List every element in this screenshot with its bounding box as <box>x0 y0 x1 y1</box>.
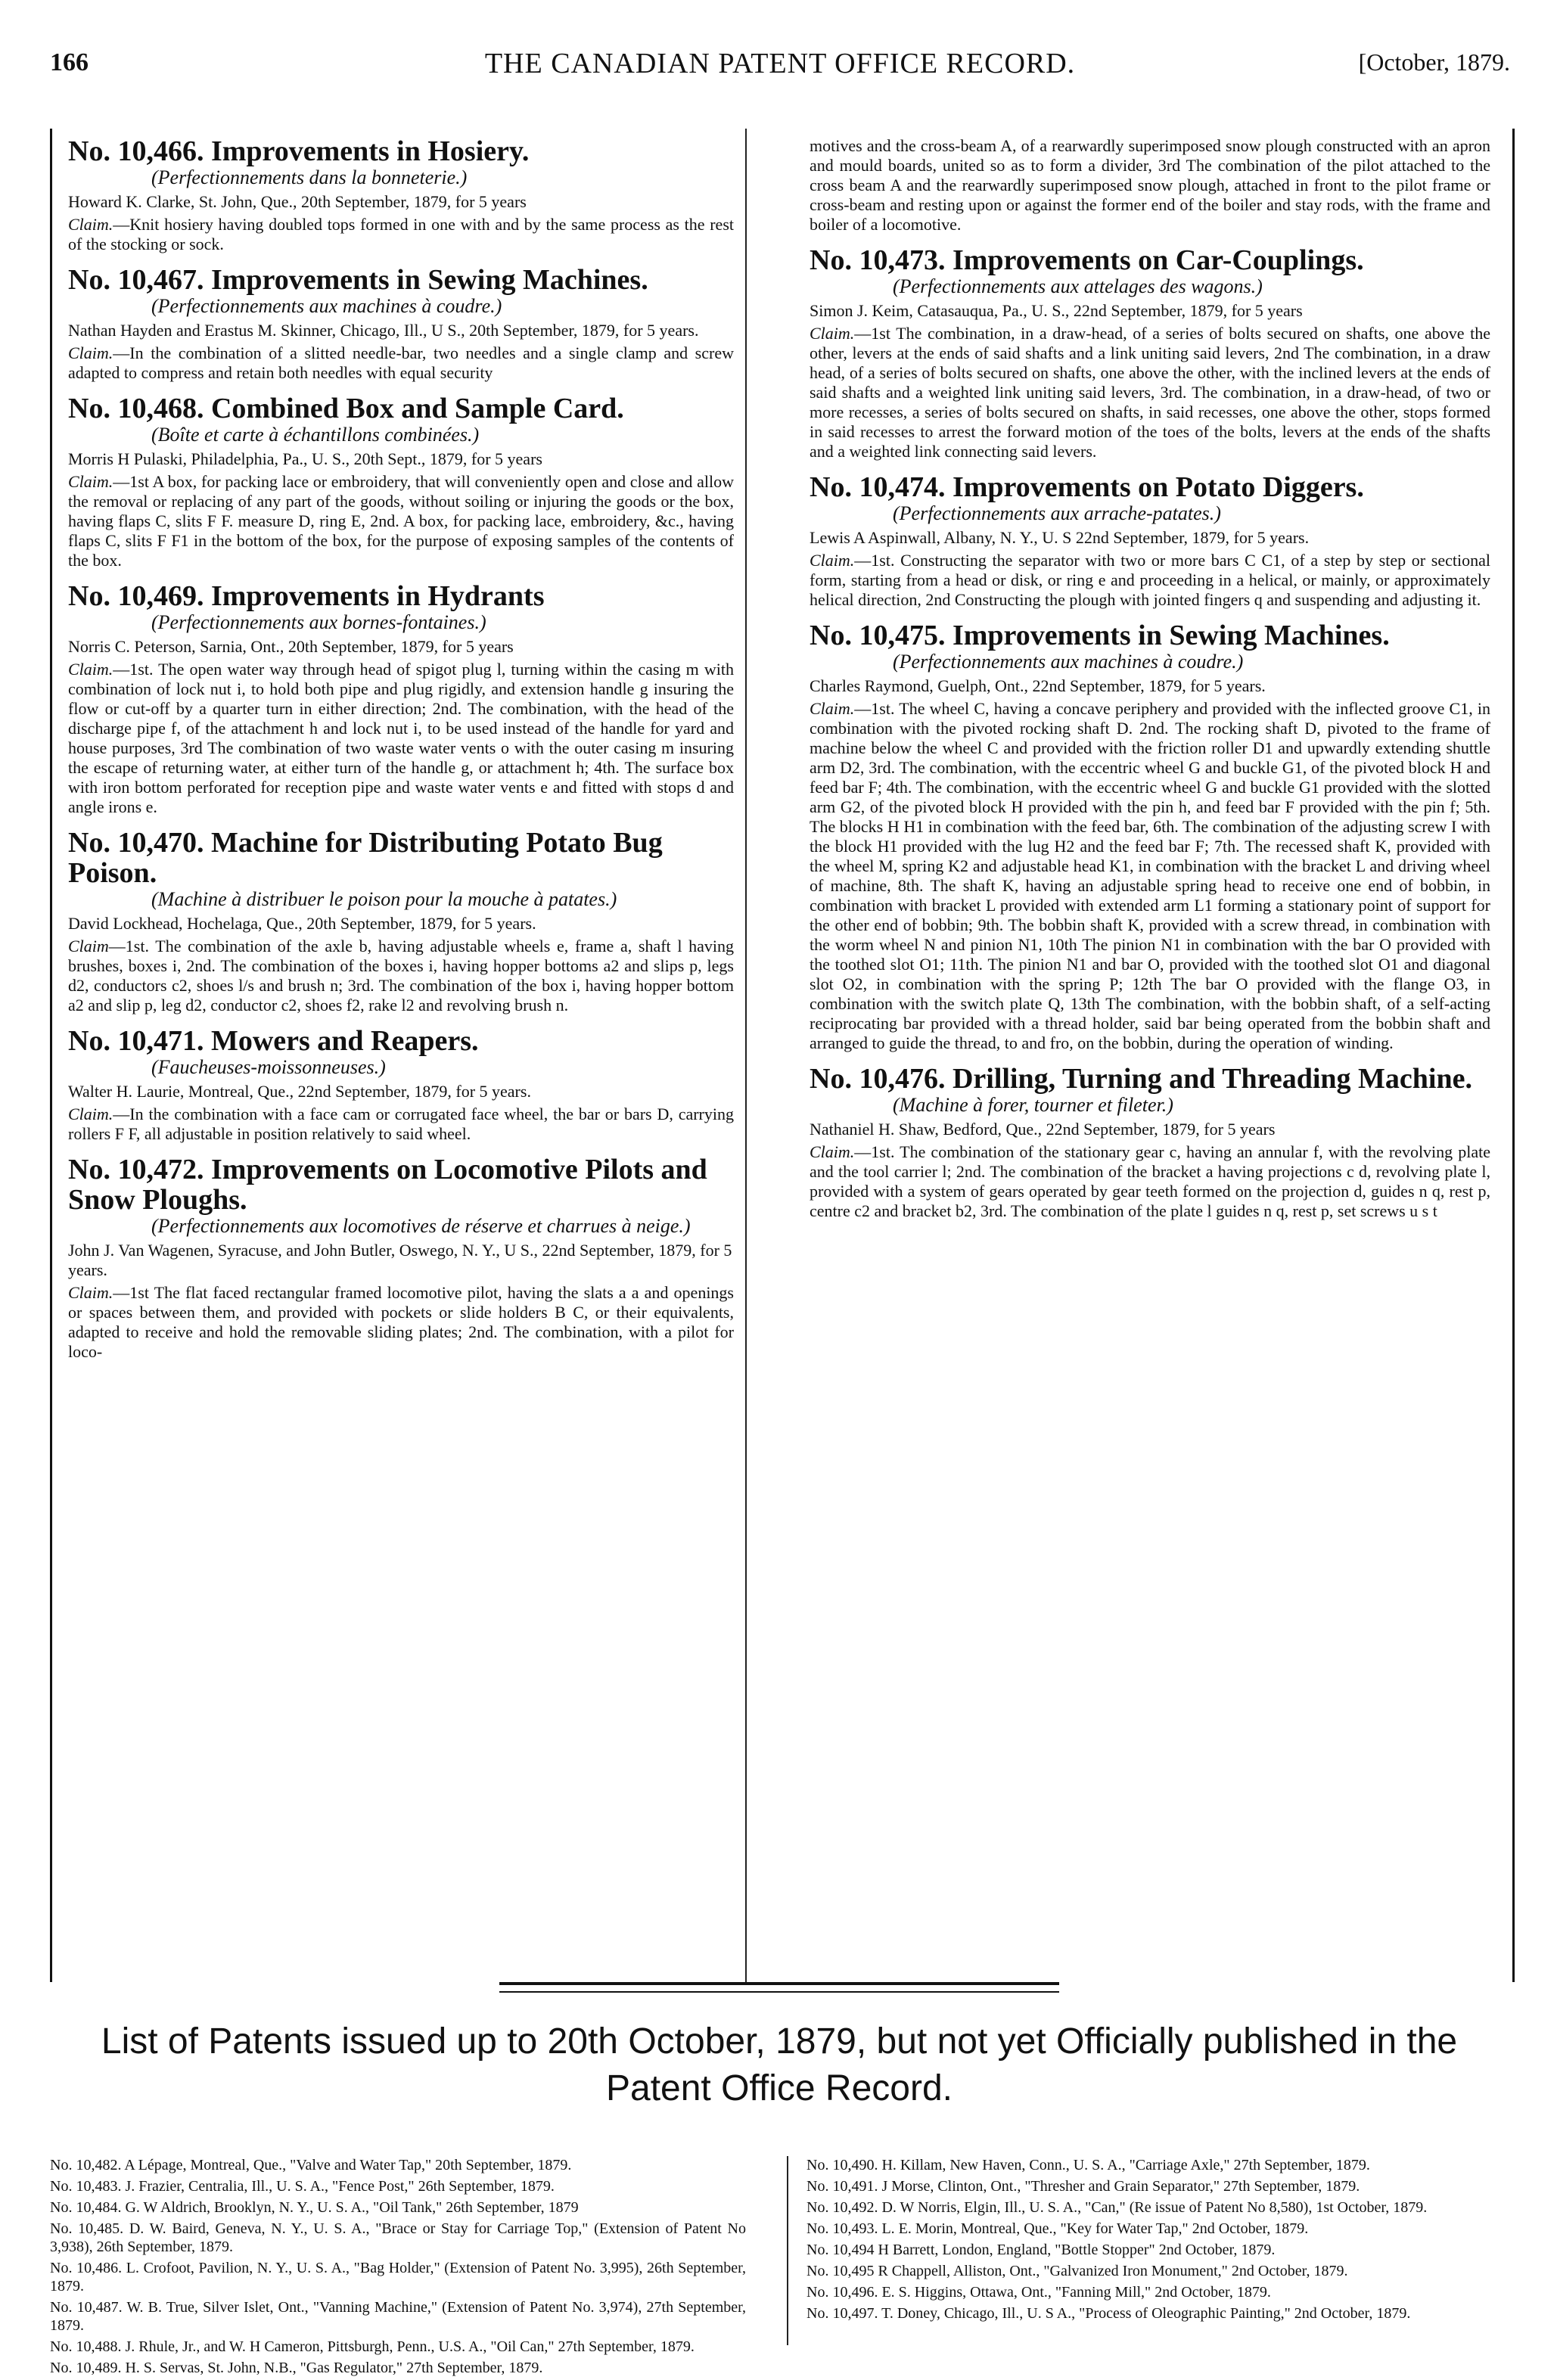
continued-claim-text: motives and the cross-beam A, of a rearwardly superimposed snow plough constructed with an apron and mould boards, united so as to form a divider, 3rd The combination of the pilot attached to the cross beam A and the rearwardly superimposed snow plough, attached in front to the pilot frame or cross-beam and resting upon or against the former end of the boiler and stay rods, with the frame and boiler of a locomotive. <box>810 136 1490 234</box>
patent-inventor: Morris H Pulaski, Philadelphia, Pa., U. S., 20th Sept., 1879, for 5 years <box>68 449 542 468</box>
patent-number: No. 10,474. <box>810 471 946 503</box>
claim-text: —In the combination of a slitted needle-bar, two needles and a single clamp and screw adapted to compress and retain both needles with equal security <box>68 343 734 382</box>
claim-label: Claim. <box>68 1105 113 1123</box>
patent-number: No. 10,467. <box>68 264 204 296</box>
patent-claim <box>68 937 734 1015</box>
claim-label: Claim. <box>68 215 113 234</box>
claim-label: Claim. <box>68 660 113 679</box>
claim-text: —In the combination with a face cam or corrugated face wheel, the bar or bars D, carrying rollers F F, all adjustable in position relatively to said wheel. <box>68 1105 734 1143</box>
page-number: 166 <box>50 48 89 76</box>
patent-entry <box>810 472 1490 610</box>
patent-title: Mowers and Reapers. <box>210 1025 479 1057</box>
patent-french-title: (Faucheuses-moissonneuses.) <box>151 1056 386 1078</box>
patent-heading <box>68 1154 734 1215</box>
patent-claim <box>68 660 734 817</box>
page-header <box>50 44 1510 89</box>
patent-entry <box>68 1154 734 1362</box>
claim-label: Claim. <box>68 472 113 491</box>
patent-list-item: No. 10,496. E. S. Higgins, Ottawa, Ont., "Fanning Mill," 2nd October, 1879. <box>806 2284 1271 2301</box>
patent-list-item: No. 10,492. D. W Norris, Elgin, Ill., U. S. A., "Can," (Re issue of Patent No 8,580), 1st October, 1879. <box>806 2199 1428 2216</box>
claim-label: Claim <box>68 937 109 955</box>
patent-inventor: David Lockhead, Hochelaga, Que., 20th September, 1879, for 5 years. <box>68 914 536 933</box>
patent-number: No. 10,472. <box>68 1154 204 1185</box>
patent-inventor: Nathaniel H. Shaw, Bedford, Que., 22nd September, 1879, for 5 years <box>810 1120 1276 1139</box>
patent-list-right <box>806 2156 1503 2326</box>
patent-entry <box>68 581 734 817</box>
patent-heading <box>810 245 1490 275</box>
patent-french-title: (Perfectionnements aux arrache-patates.) <box>893 502 1221 524</box>
patent-title: Improvements on Potato Diggers. <box>952 471 1364 503</box>
patent-number: No. 10,476. <box>810 1063 946 1095</box>
patent-number: No. 10,468. <box>68 393 204 424</box>
patent-french-title: (Perfectionnements aux bornes-fontaines.) <box>151 611 486 633</box>
claim-text: —1st A box, for packing lace or embroidery, that will conveniently open and close and allow the removal or replacing of any part of the goods, without soiling or injuring the goods or the box, having flaps C, slits F F. measure D, ring E, 2nd. A box, for packing lace, embroidery, &c., having flaps C, slits F F1 in the bottom of the box, for the purpose of exposing samples of the contents of the box. <box>68 472 734 570</box>
patent-title: Drilling, Turning and Threading Machine. <box>952 1063 1472 1095</box>
patent-title: Combined Box and Sample Card. <box>210 393 624 424</box>
list-section-title: List of Patents issued up to 20th October, 1879, but not yet Officially published in the Patent Office Record. <box>101 2021 1458 2108</box>
patent-title: Improvements in Sewing Machines. <box>952 620 1390 651</box>
patent-inventor: Simon J. Keim, Catasauqua, Pa., U. S., 22nd September, 1879, for 5 years <box>810 301 1303 320</box>
patent-french-title: (Perfectionnements aux attelages des wagons.) <box>893 275 1263 297</box>
patent-heading <box>68 265 734 295</box>
left-column <box>68 136 734 1372</box>
patent-french-title: (Machine à forer, tourner et fileter.) <box>893 1094 1173 1116</box>
claim-text: —1st. The open water way through head of spigot plug l, turning within the casing m with combination of lock nut i, to hold both pipe and plug rigidly, and extension handle g insuring the flow or cut-off by a quarter turn in either direction; 2nd. The combination, with the head of the discharge pipe f, of the attachment h and lock nut i, to be used instead of the handle for yard and house purposes, 3rd The combination of two waste water vents o with the outer casing m insuring the escape of returning water, at either turn of the handle g, or attachment h; 4th. The surface box with iron bottom perforated for reception pipe and waste water vents e and fitted with stops d and angle irons e. <box>68 660 734 816</box>
patent-claim <box>810 699 1490 1053</box>
list-column-divider <box>787 2156 788 2345</box>
patent-number: No. 10,470. <box>68 827 204 859</box>
patent-heading <box>810 472 1490 502</box>
patent-title: Improvements in Hydrants <box>210 580 545 612</box>
patent-inventor: Howard K. Clarke, St. John, Que., 20th September, 1879, for 5 years <box>68 192 527 211</box>
patent-list-item: No. 10,490. H. Killam, New Haven, Conn., U. S. A., "Carriage Axle," 27th September, 1879. <box>806 2157 1370 2173</box>
patent-entry <box>68 136 734 254</box>
patent-claim <box>68 1283 734 1362</box>
patent-claim <box>68 472 734 570</box>
patent-number: No. 10,466. <box>68 135 204 167</box>
claim-label: Claim. <box>68 343 113 362</box>
claim-label: Claim. <box>810 551 855 570</box>
publication-title: THE CANADIAN PATENT OFFICE RECORD. <box>484 48 1076 79</box>
patent-list-item: No. 10,494 H Barrett, London, England, "Bottle Stopper" 2nd October, 1879. <box>806 2242 1276 2258</box>
patent-claim <box>68 343 734 383</box>
patent-list-item: No. 10,488. J. Rhule, Jr., and W. H Cameron, Pittsburgh, Penn., U.S. A., "Oil Can," 27th September, 1879. <box>50 2338 695 2355</box>
issue-date: [October, 1879. <box>1358 48 1510 76</box>
patent-list-item: No. 10,491. J Morse, Clinton, Ont., "Thresher and Grain Separator," 27th September, 1879. <box>806 2178 1360 2195</box>
patent-entry <box>68 828 734 1015</box>
patent-title: Machine for Distributing Potato Bug Poison. <box>68 827 663 889</box>
patent-list-item: No. 10,486. L. Crofoot, Pavilion, N. Y., U. S. A., "Bag Holder," (Extension of Patent No. 3,995), 26th September, 1879. <box>50 2260 746 2295</box>
patent-heading <box>68 393 734 424</box>
claim-text: —1st. The combination of the stationary gear c, having an annular f, with the revolving plate and the tool carrier l; 2nd. The combination of the bracket a having projections c d, revolving plate l, provided with a system of gears operated by gear teeth formed on the projection d, guides n q, rest p, centre c2 and bracket b2, 3rd. The combination of the plate l guides n q, rest p, set screws u s t <box>810 1142 1490 1220</box>
patent-inventor: Walter H. Laurie, Montreal, Que., 22nd September, 1879, for 5 years. <box>68 1082 531 1101</box>
patent-claim <box>810 324 1490 461</box>
patent-french-title: (Perfectionnements aux machines à coudre.) <box>151 295 502 317</box>
patent-heading <box>68 828 734 888</box>
patent-list-item: No. 10,483. J. Frazier, Centralia, Ill., U. S. A., "Fence Post," 26th September, 1879. <box>50 2178 555 2195</box>
patent-heading <box>68 1026 734 1056</box>
patent-entry <box>68 265 734 383</box>
patent-list-item: No. 10,497. T. Doney, Chicago, Ill., U. S A., "Process of Oleographic Painting," 2nd October, 1879. <box>806 2305 1411 2322</box>
claim-text: —Knit hosiery having doubled tops formed in one with and by the same process as the rest of the stocking or sock. <box>68 215 734 253</box>
patent-title: Improvements on Locomotive Pilots and Snow Ploughs. <box>68 1154 707 1216</box>
patent-list-item: No. 10,487. W. B. True, Silver Islet, Ont., "Vanning Machine," (Extension of Patent No. 3,974), 27th September, 1879. <box>50 2299 746 2334</box>
patent-inventor: Lewis A Aspinwall, Albany, N. Y., U. S 22nd September, 1879, for 5 years. <box>810 528 1310 547</box>
claim-label: Claim. <box>810 1142 855 1161</box>
patent-french-title: (Perfectionnements aux machines à coudre.) <box>893 651 1244 673</box>
claim-text: —1st. The combination of the axle b, having adjustable wheels e, frame a, shaft l having brushes, boxes i, 2nd. The combination of the boxes i, having hopper bottoms a2 and slips p, legs d2, conductors c2, shoes l/s and brush n; 3rd. The combination of the box i, having hopper bottom a2 and slip p, leg d2, conductor c2, shoes f2, rake l2 and revolving brush n. <box>68 937 734 1014</box>
patent-list-item: No. 10,495 R Chappell, Alliston, Ont., "Galvanized Iron Monument," 2nd October, 1879. <box>806 2263 1348 2279</box>
right-column <box>810 136 1490 1232</box>
section-rule-bottom <box>499 1991 1059 1993</box>
patent-list-item: No. 10,484. G. W Aldrich, Brooklyn, N. Y., U. S. A., "Oil Tank," 26th September, 1879 <box>50 2199 579 2216</box>
patent-list-item: No. 10,493. L. E. Morin, Montreal, Que., "Key for Water Tap," 2nd October, 1879. <box>806 2220 1309 2237</box>
patent-french-title: (Boîte et carte à échantillons combinées.) <box>151 424 480 446</box>
patent-claim <box>810 1142 1490 1221</box>
claim-label: Claim. <box>68 1283 113 1302</box>
patent-claim <box>810 551 1490 610</box>
patent-french-title: (Perfectionnements aux locomotives de réserve et charrues à neige.) <box>151 1215 691 1237</box>
patent-heading <box>810 620 1490 651</box>
patent-title: Improvements in Hosiery. <box>210 135 530 167</box>
patent-number: No. 10,471. <box>68 1025 204 1057</box>
claim-text: —1st. The wheel C, having a concave periphery and provided with the inflected groove C1, in combination with the pivoted rocking shaft D. 2nd. The rocking shaft D, pivoted to the frame of machine below the wheel C and provided with the friction roller D1 and upwardly extending shuttle arm D2, 3rd. The combination, with the eccentric wheel G and buckle G1, of the pivoted block H and feed bar F; 4th. The combination, with the eccentric wheel G and buckle G1 provided with the slotted arm G2, of the pivoted block H provided with the pin h, and feed bar F provided with the pin f; 5th. The blocks H H1 in combination with the feed bar, 6th. The combination of the adjusting screw I with the block H1 provided with the lug H2 and the feed bar F; 7th. The recessed shaft K, provided with the wheel M, spring K2 and adjustable head K1, in combination with the bracket L and driving wheel of machine, 8th. The shaft K, having an adjustable spring head to receive one end of bobbin, in combination with bracket L provided with extended arm L1 forming a stationary point of support for the other end of bobbin; 9th. The bobbin shaft K, provided with a screw thread, in combination with the worm wheel N and pinion N1, 10th The pinion N1 in combination with the bar O provided with the toothed slot O1; 11th. The pinion N1 and bar O, provided with the toothed slot O1 and diagonal slot O2, in combination with the spring P; 12th The bar O provided with the flange O3, in combination with the switch plate Q, 13th The combination, with the bobbin shaft, of a self-acting reciprocating bar provided with a thread holder, said bar being operated from the bobbin shaft and arranged to guide the thread, to and fro, on the bobbin, during the operation of winding. <box>810 699 1490 1052</box>
patent-list-item: No. 10,482. A Lépage, Montreal, Que., "Valve and Water Tap," 20th September, 1879. <box>50 2157 572 2173</box>
patent-entry <box>68 393 734 570</box>
patent-number: No. 10,473. <box>810 244 946 276</box>
patent-french-title: (Machine à distribuer le poison pour la mouche à patates.) <box>151 888 617 910</box>
patent-title: Improvements on Car-Couplings. <box>952 244 1364 276</box>
claim-label: Claim. <box>810 699 855 718</box>
patent-inventor: Norris C. Peterson, Sarnia, Ont., 20th September, 1879, for 5 years <box>68 637 514 656</box>
patent-entry <box>68 1026 734 1144</box>
patent-title: Improvements in Sewing Machines. <box>210 264 648 296</box>
patent-heading <box>68 581 734 611</box>
patent-entry <box>810 620 1490 1053</box>
patent-claim <box>68 1105 734 1144</box>
patent-number: No. 10,475. <box>810 620 946 651</box>
claim-text: —1st The flat faced rectangular framed locomotive pilot, having the slats a a and openings or spaces between them, and provided with pockets or slide holders B C, or their equivalents, adapted to receive and hold the removable sliding plates; 2nd. The combination, with a pilot for loco- <box>68 1283 734 1361</box>
claim-label: Claim. <box>810 324 855 343</box>
patent-list-item: No. 10,489. H. S. Servas, St. John, N.B., "Gas Regulator," 27th September, 1879. <box>50 2360 543 2376</box>
column-divider <box>745 129 747 1982</box>
patent-inventor: Nathan Hayden and Erastus M. Skinner, Chicago, Ill., U S., 20th September, 1879, for 5 years. <box>68 321 699 340</box>
claim-text: —1st The combination, in a draw-head, of a series of bolts secured on shafts, one above the other, levers at the ends of said shafts and a link uniting said levers, 2nd The combination, in a draw head, of a series of bolts secured on shafts, one above the other, with the inclined levers at the ends of said shafts and a weighted link uniting said levers, 3rd. The combination, in a draw-head, of two or more recesses, a series of bolts secured on shafts, in said recesses, one above the other, stops formed in said recesses to arrest the forward motion of the toes of the bolts, levers at the ends of the shafts and a weighted link connecting said levers. <box>810 324 1490 461</box>
patent-number: No. 10,469. <box>68 580 204 612</box>
patent-inventor: John J. Van Wagenen, Syracuse, and John Butler, Oswego, N. Y., U S., 22nd September, 1879, for 5 years. <box>68 1241 732 1279</box>
section-rule-top <box>499 1982 1059 1985</box>
patent-heading <box>68 136 734 166</box>
patent-inventor: Charles Raymond, Guelph, Ont., 22nd September, 1879, for 5 years. <box>810 676 1266 695</box>
patent-claim <box>68 215 734 254</box>
patent-list-item: No. 10,485. D. W. Baird, Geneva, N. Y., U. S. A., "Brace or Stay for Carriage Top," (Extension of Patent No 3,938), 26th September, 1879. <box>50 2220 746 2255</box>
patent-heading <box>810 1064 1490 1094</box>
claim-text: —1st. Constructing the separator with two or more bars C C1, of a step by step or sectional form, starting from a head or disk, or ring e and proceeding in a helical, or mainly, or approximately helical direction, 2nd Constructing the plough with jointed fingers q and suspending and adjusting it. <box>810 551 1490 609</box>
patent-list-left <box>50 2156 746 2380</box>
patent-entry <box>810 245 1490 461</box>
patent-entry <box>810 1064 1490 1221</box>
patent-french-title: (Perfectionnements dans la bonneterie.) <box>151 166 468 188</box>
